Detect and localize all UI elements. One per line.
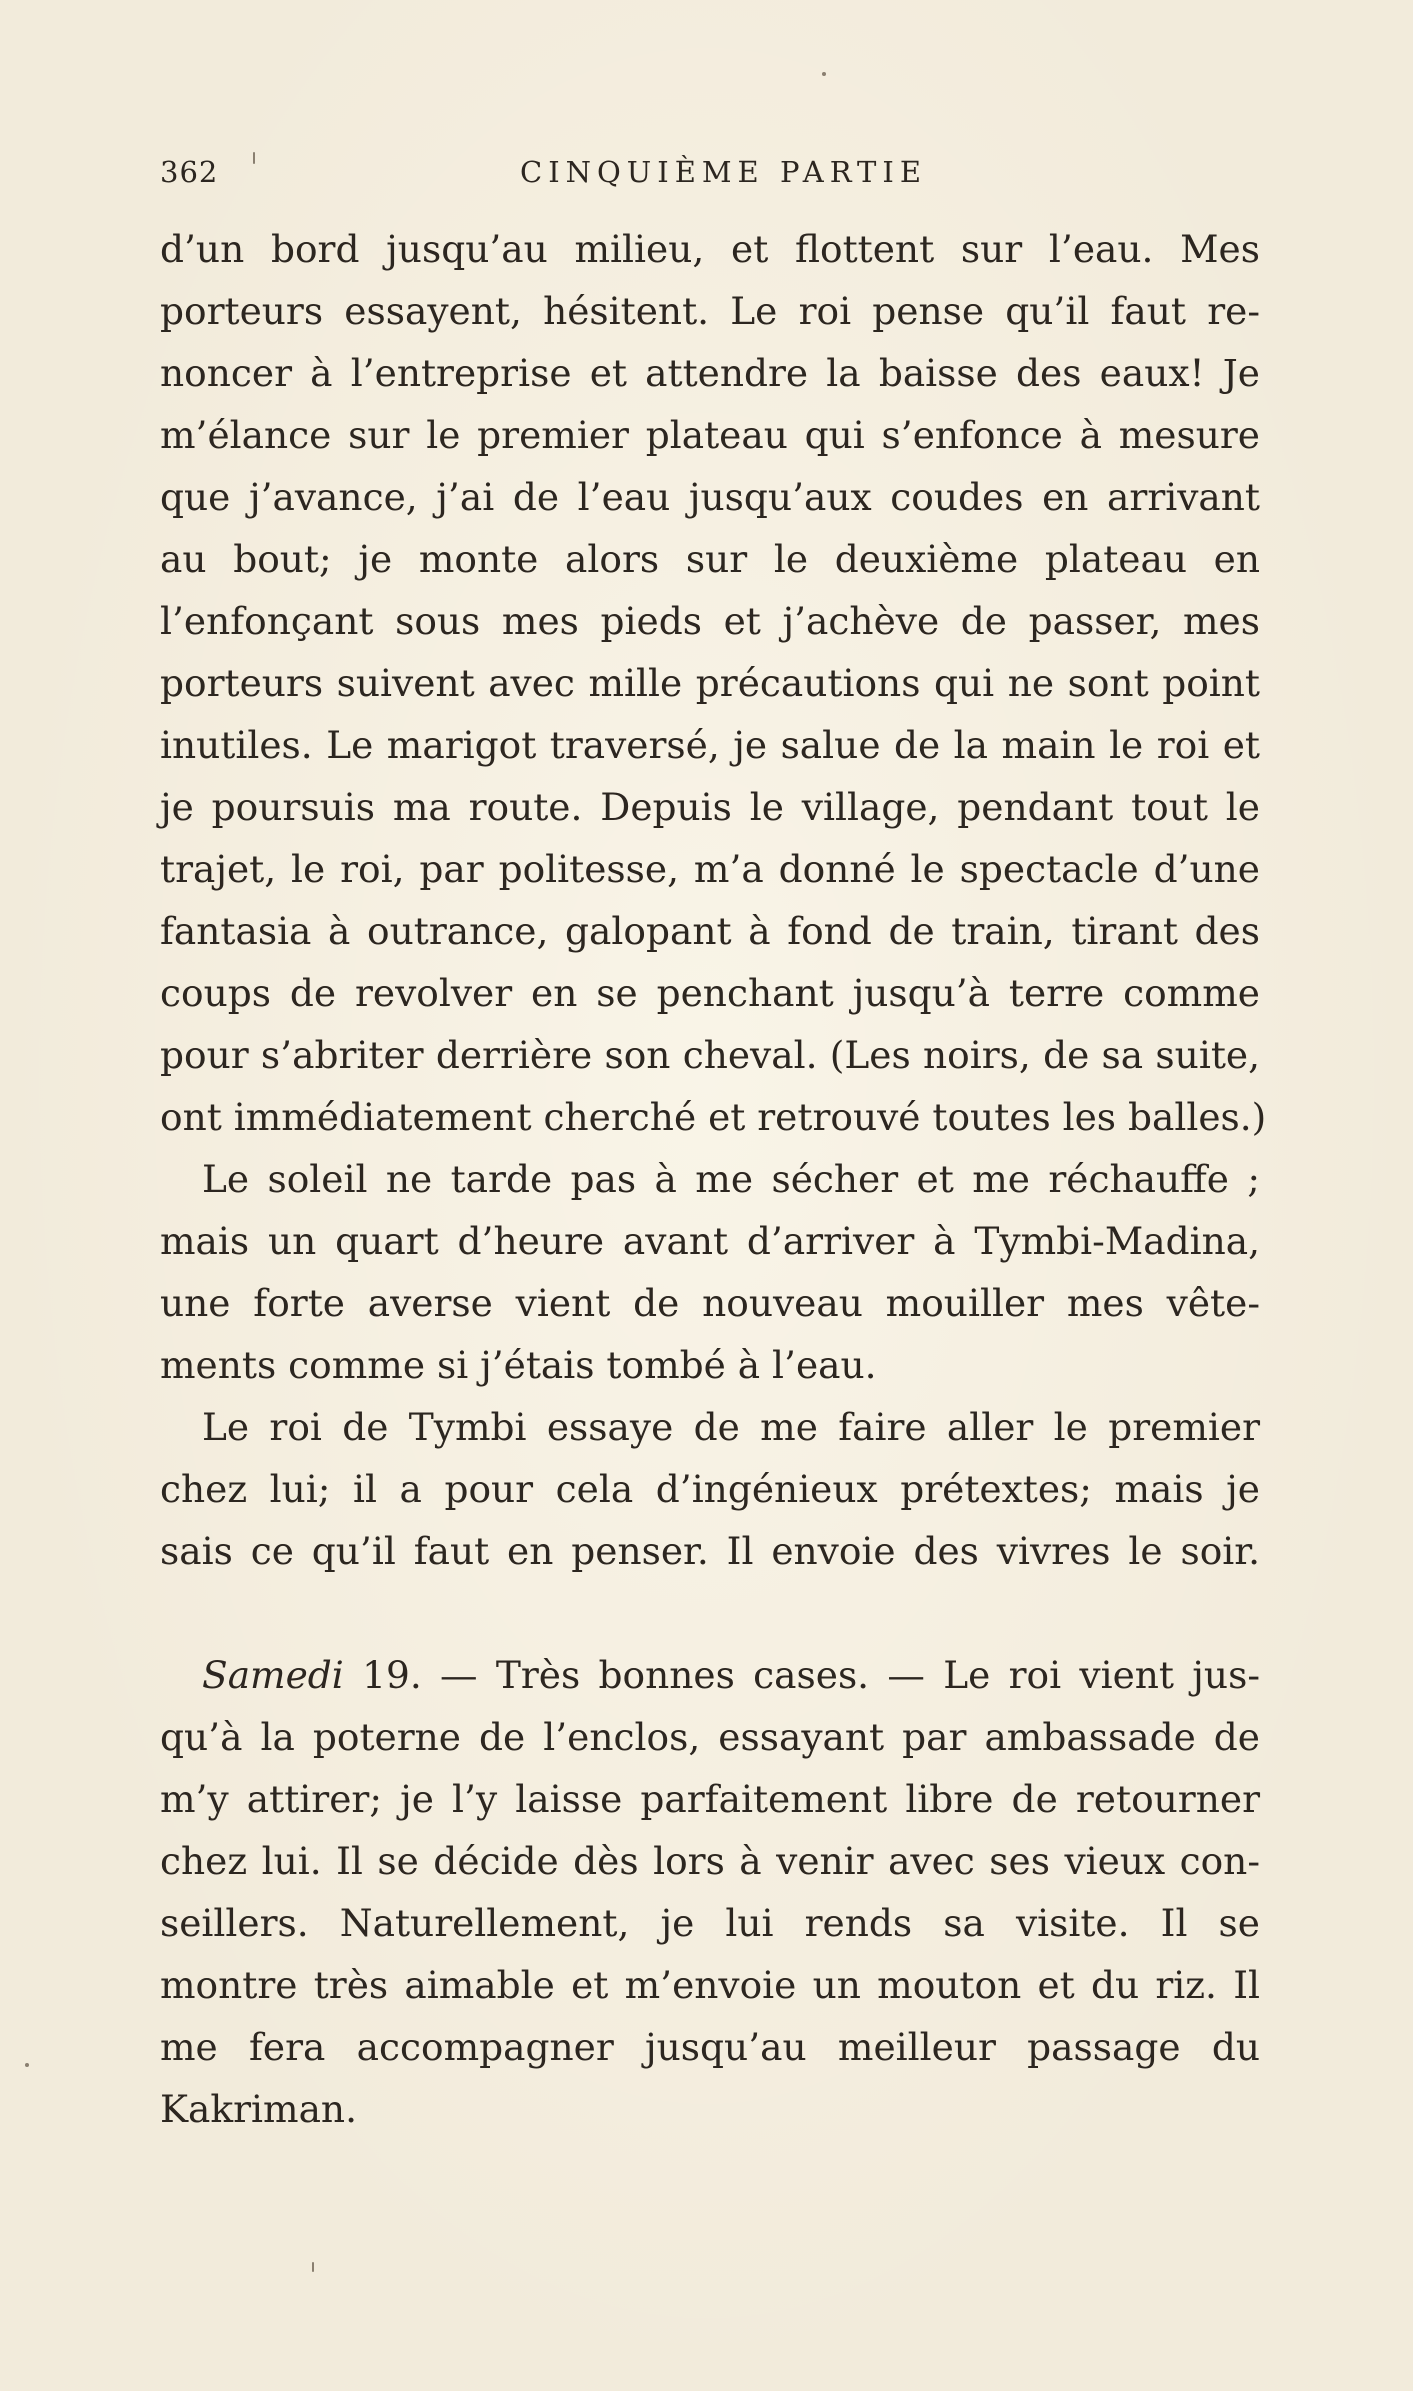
body-text <box>160 218 1267 2140</box>
paper-speck <box>25 2063 29 2067</box>
text-line: m’y attirer; je l’y laisse parfaitement libre de retourner <box>160 1777 1260 1821</box>
text-line: coups de revolver en se penchant jusqu’à terre comme <box>160 971 1260 1015</box>
paper-speck <box>822 72 826 76</box>
text-line: qu’à la poterne de l’enclos, essayant par ambassade de <box>160 1715 1260 1759</box>
section-title: CINQUIÈME PARTIE <box>520 155 928 189</box>
text-line: porteurs suivent avec mille précautions qui ne sont point <box>160 661 1260 705</box>
text-line: Kakriman. <box>160 2087 358 2131</box>
page-number: 362 <box>160 155 219 189</box>
text-line: l’enfonçant sous mes pieds et j’achève de passer, mes <box>160 599 1260 643</box>
text-line: pour s’abriter derrière son cheval. (Les noirs, de sa suite, <box>160 1033 1260 1077</box>
text-line: Le roi de Tymbi essaye de me faire aller le premier <box>202 1405 1260 1449</box>
text-line <box>160 1644 1260 1706</box>
text-line: que j’avance, j’ai de l’eau jusqu’aux coudes en arrivant <box>160 475 1260 519</box>
text-line: ont immédiatement cherché et retrouvé toutes les balles.) <box>160 1095 1267 1139</box>
date-label: Samedi <box>202 1653 344 1697</box>
text-line: mais un quart d’heure avant d’arriver à Tymbi-Madina, <box>160 1219 1260 1263</box>
text-line: ments comme si j’étais tombé à l’eau. <box>160 1343 877 1387</box>
paragraph <box>160 218 1267 1148</box>
paragraph <box>160 1396 1260 1582</box>
text-line: fantasia à outrance, galopant à fond de train, tirant des <box>160 909 1260 953</box>
paper-speck <box>253 152 255 164</box>
paragraph-spacer <box>160 1582 1260 1644</box>
text-line: porteurs essayent, hésitent. Le roi pense qu’il faut re- <box>160 289 1260 333</box>
text-line: m’élance sur le premier plateau qui s’enfonce à mesure <box>160 413 1260 457</box>
running-head <box>160 155 1260 195</box>
text-line: inutiles. Le marigot traversé, je salue de la main le roi et <box>160 723 1260 767</box>
text-line: Le soleil ne tarde pas à me sécher et me réchauffe ; <box>202 1157 1260 1201</box>
text-line: chez lui. Il se décide dès lors à venir avec ses vieux con- <box>160 1839 1260 1883</box>
text-line: chez lui; il a pour cela d’ingénieux prétextes; mais je <box>160 1467 1260 1511</box>
paragraph <box>160 1148 1260 1396</box>
paper-speck <box>312 2262 314 2272</box>
text-line: montre très aimable et m’envoie un mouton et du riz. Il <box>160 1963 1260 2007</box>
text-line: seillers. Naturellement, je lui rends sa visite. Il se <box>160 1901 1260 1945</box>
diary-entry <box>160 1644 1260 2140</box>
text-line: sais ce qu’il faut en penser. Il envoie des vivres le soir. <box>160 1529 1260 1573</box>
text-line: me fera accompagner jusqu’au meilleur passage du <box>160 2025 1260 2069</box>
text-line: je poursuis ma route. Depuis le village, pendant tout le <box>160 785 1260 829</box>
text-line: d’un bord jusqu’au milieu, et flottent sur l’eau. Mes <box>160 227 1260 271</box>
text-line: noncer à l’entreprise et attendre la baisse des eaux! Je <box>160 351 1260 395</box>
text-line: trajet, le roi, par politesse, m’a donné le spectacle d’une <box>160 847 1260 891</box>
text-line: une forte averse vient de nouveau mouiller mes vête- <box>160 1281 1260 1325</box>
text-line: au bout; je monte alors sur le deuxième plateau en <box>160 537 1260 581</box>
line-text: 19. — Très bonnes cases. — Le roi vient jus- <box>343 1653 1260 1697</box>
